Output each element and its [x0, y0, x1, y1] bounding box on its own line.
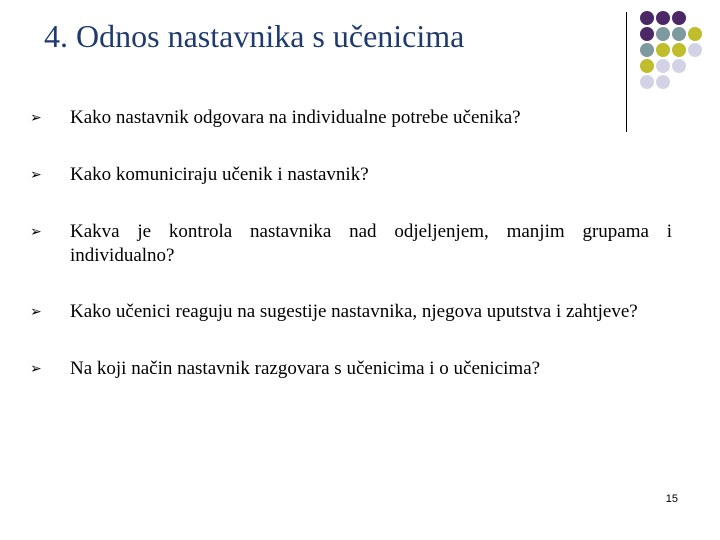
- bullet-text: Kako nastavnik odgovara na individualne potrebe učenika?: [70, 107, 521, 128]
- decorative-dot: [640, 27, 654, 41]
- decorative-dot: [640, 59, 654, 73]
- decorative-dot: [672, 59, 686, 73]
- bullet-text: Na koji način nastavnik razgovara s učenicima i o učenicima?: [70, 358, 541, 379]
- arrow-bullet-icon: ➢: [30, 304, 42, 320]
- decorative-dot: [656, 11, 670, 25]
- bullet-text: Kako komuniciraju učenik i nastavnik?: [70, 164, 369, 185]
- arrow-bullet-icon: ➢: [30, 110, 42, 126]
- decorative-dot: [688, 43, 702, 57]
- bullet-text: Kakva je kontrola nastavnika nad odjeljenjem, manjim grupama i individualno?: [70, 221, 672, 266]
- bullet-item: [30, 220, 672, 268]
- decorative-dot: [672, 11, 686, 25]
- arrow-bullet-icon: ➢: [30, 167, 42, 183]
- decorative-dot: [656, 75, 670, 89]
- bullet-item: [30, 357, 672, 381]
- decorative-dot: [672, 43, 686, 57]
- bullet-item: [30, 300, 672, 324]
- decorative-dot: [688, 27, 702, 41]
- decorative-dot: [656, 59, 670, 73]
- decorative-dot: [640, 43, 654, 57]
- bullet-item: [30, 106, 672, 130]
- decorative-dot: [672, 27, 686, 41]
- decorative-dot: [656, 27, 670, 41]
- decorative-dot: [640, 75, 654, 89]
- bullet-text: Kako učenici reaguju na sugestije nastavnika, njegova uputstva i zahtjeve?: [70, 301, 638, 322]
- decorative-dot: [640, 11, 654, 25]
- slide-title: 4. Odnos nastavnika s učenicima: [44, 18, 465, 54]
- arrow-bullet-icon: ➢: [30, 224, 42, 240]
- arrow-bullet-icon: ➢: [30, 361, 42, 377]
- bullet-list: [30, 106, 672, 414]
- page-number: 15: [665, 493, 678, 505]
- bullet-item: [30, 163, 672, 187]
- decorative-dot: [656, 43, 670, 57]
